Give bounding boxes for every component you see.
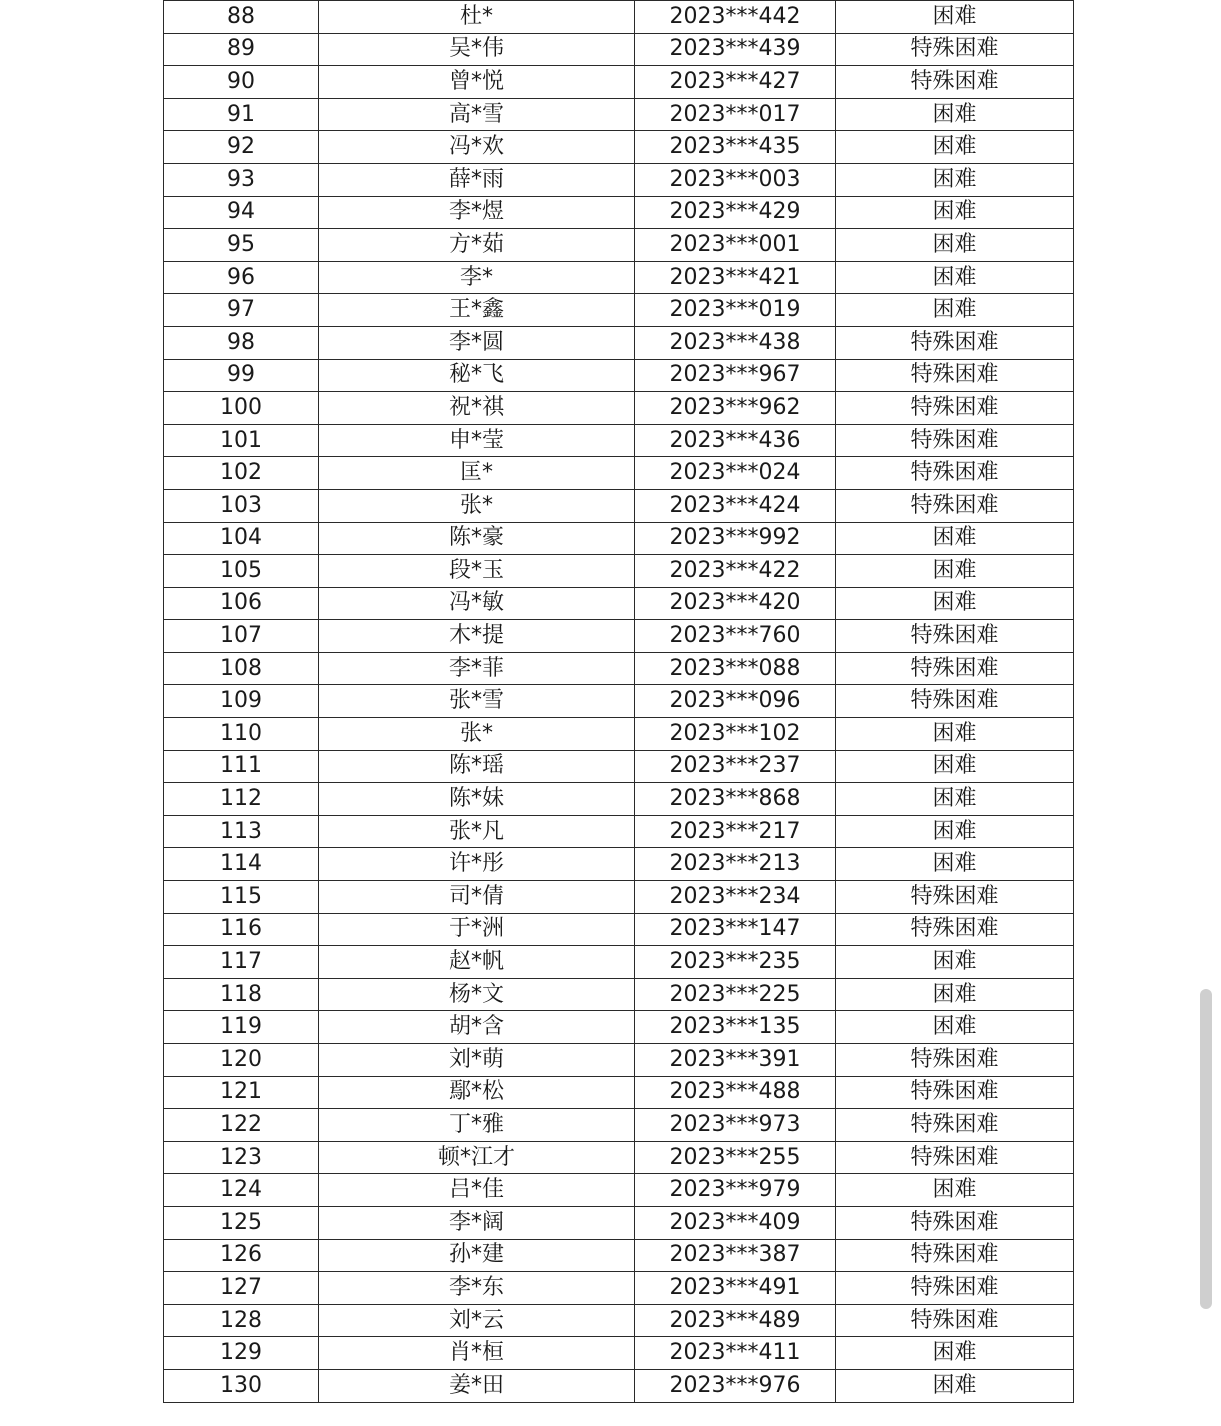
student-name-cell: 王*鑫 [319, 294, 635, 327]
table-row [164, 326, 1074, 359]
student-name-cell: 司*倩 [319, 881, 635, 914]
student-name-cell: 祝*祺 [319, 392, 635, 425]
student-id-cell: 2023***489 [635, 1304, 836, 1337]
row-number-cell: 108 [164, 652, 319, 685]
table-row [164, 1109, 1074, 1142]
row-number-cell: 104 [164, 522, 319, 555]
student-name-cell: 许*彤 [319, 848, 635, 881]
table-row [164, 848, 1074, 881]
difficulty-level-cell: 特殊困难 [836, 392, 1074, 425]
row-number-cell: 110 [164, 718, 319, 751]
student-name-cell: 李*菲 [319, 652, 635, 685]
student-id-cell: 2023***017 [635, 98, 836, 131]
table-row [164, 359, 1074, 392]
student-name-cell: 吴*伟 [319, 33, 635, 66]
student-name-cell: 冯*欢 [319, 131, 635, 164]
difficulty-level-cell: 困难 [836, 750, 1074, 783]
table-row [164, 815, 1074, 848]
student-id-cell: 2023***024 [635, 457, 836, 490]
table-row [164, 1239, 1074, 1272]
difficulty-level-cell: 特殊困难 [836, 1239, 1074, 1272]
row-number-cell: 111 [164, 750, 319, 783]
student-id-cell: 2023***411 [635, 1337, 836, 1370]
table-row [164, 33, 1074, 66]
table-row [164, 294, 1074, 327]
row-number-cell: 107 [164, 620, 319, 653]
row-number-cell: 96 [164, 261, 319, 294]
student-name-cell: 杜* [319, 1, 635, 34]
row-number-cell: 109 [164, 685, 319, 718]
student-id-cell: 2023***429 [635, 196, 836, 229]
table-row [164, 392, 1074, 425]
student-id-cell: 2023***427 [635, 66, 836, 99]
student-id-cell: 2023***422 [635, 555, 836, 588]
student-id-cell: 2023***237 [635, 750, 836, 783]
row-number-cell: 100 [164, 392, 319, 425]
row-number-cell: 105 [164, 555, 319, 588]
row-number-cell: 102 [164, 457, 319, 490]
student-name-cell: 李*东 [319, 1272, 635, 1305]
row-number-cell: 113 [164, 815, 319, 848]
student-name-cell: 冯*敏 [319, 587, 635, 620]
student-id-cell: 2023***234 [635, 881, 836, 914]
row-number-cell: 123 [164, 1141, 319, 1174]
table-row [164, 620, 1074, 653]
difficulty-level-cell: 特殊困难 [836, 33, 1074, 66]
row-number-cell: 99 [164, 359, 319, 392]
table-row [164, 1304, 1074, 1337]
table-row [164, 978, 1074, 1011]
difficulty-level-cell: 困难 [836, 555, 1074, 588]
difficulty-level-cell: 特殊困难 [836, 489, 1074, 522]
row-number-cell: 103 [164, 489, 319, 522]
student-name-cell: 李*煜 [319, 196, 635, 229]
student-name-cell: 鄢*松 [319, 1076, 635, 1109]
table-row [164, 131, 1074, 164]
difficulty-level-cell: 特殊困难 [836, 881, 1074, 914]
table-row [164, 196, 1074, 229]
student-name-cell: 段*玉 [319, 555, 635, 588]
table-row [164, 555, 1074, 588]
student-id-cell: 2023***409 [635, 1206, 836, 1239]
difficulty-level-cell: 特殊困难 [836, 652, 1074, 685]
row-number-cell: 127 [164, 1272, 319, 1305]
student-name-cell: 方*茹 [319, 229, 635, 262]
table-row [164, 66, 1074, 99]
student-name-cell: 顿*江才 [319, 1141, 635, 1174]
row-number-cell: 90 [164, 66, 319, 99]
difficulty-level-cell: 困难 [836, 1011, 1074, 1044]
student-id-cell: 2023***491 [635, 1272, 836, 1305]
student-name-cell: 陈*豪 [319, 522, 635, 555]
difficulty-level-cell: 困难 [836, 783, 1074, 816]
difficulty-level-cell: 特殊困难 [836, 1076, 1074, 1109]
difficulty-level-cell: 困难 [836, 196, 1074, 229]
row-number-cell: 98 [164, 326, 319, 359]
table-row [164, 163, 1074, 196]
student-name-cell: 姜*田 [319, 1369, 635, 1402]
table-row [164, 1, 1074, 34]
row-number-cell: 118 [164, 978, 319, 1011]
student-name-cell: 赵*帆 [319, 946, 635, 979]
row-number-cell: 116 [164, 913, 319, 946]
table-row [164, 1141, 1074, 1174]
student-id-cell: 2023***217 [635, 815, 836, 848]
row-number-cell: 91 [164, 98, 319, 131]
student-id-cell: 2023***967 [635, 359, 836, 392]
student-id-cell: 2023***442 [635, 1, 836, 34]
table-body [164, 1, 1074, 1403]
student-name-cell: 张*雪 [319, 685, 635, 718]
difficulty-level-cell: 特殊困难 [836, 457, 1074, 490]
student-id-cell: 2023***420 [635, 587, 836, 620]
table-row [164, 98, 1074, 131]
student-id-cell: 2023***387 [635, 1239, 836, 1272]
table-row [164, 881, 1074, 914]
student-name-cell: 于*洲 [319, 913, 635, 946]
student-name-cell: 刘*云 [319, 1304, 635, 1337]
table-row [164, 1174, 1074, 1207]
student-id-cell: 2023***225 [635, 978, 836, 1011]
row-number-cell: 106 [164, 587, 319, 620]
row-number-cell: 120 [164, 1044, 319, 1077]
difficulty-level-cell: 特殊困难 [836, 685, 1074, 718]
table-row [164, 652, 1074, 685]
difficulty-level-cell: 困难 [836, 718, 1074, 751]
vertical-scrollbar-thumb[interactable] [1200, 989, 1212, 1309]
table-row [164, 783, 1074, 816]
student-name-cell: 肖*桓 [319, 1337, 635, 1370]
table-row [164, 1076, 1074, 1109]
table-row [164, 261, 1074, 294]
student-name-cell: 申*莹 [319, 424, 635, 457]
row-number-cell: 112 [164, 783, 319, 816]
student-id-cell: 2023***424 [635, 489, 836, 522]
student-id-cell: 2023***436 [635, 424, 836, 457]
student-id-cell: 2023***391 [635, 1044, 836, 1077]
difficulty-level-cell: 特殊困难 [836, 359, 1074, 392]
table-row [164, 424, 1074, 457]
table-row [164, 489, 1074, 522]
row-number-cell: 130 [164, 1369, 319, 1402]
difficulty-level-cell: 困难 [836, 587, 1074, 620]
difficulty-level-cell: 特殊困难 [836, 1141, 1074, 1174]
difficulty-level-cell: 困难 [836, 163, 1074, 196]
row-number-cell: 97 [164, 294, 319, 327]
row-number-cell: 89 [164, 33, 319, 66]
student-id-cell: 2023***979 [635, 1174, 836, 1207]
difficulty-level-cell: 困难 [836, 1174, 1074, 1207]
table-row [164, 718, 1074, 751]
table-row [164, 750, 1074, 783]
student-name-cell: 曾*悦 [319, 66, 635, 99]
student-id-cell: 2023***135 [635, 1011, 836, 1044]
difficulty-level-cell: 困难 [836, 978, 1074, 1011]
row-number-cell: 126 [164, 1239, 319, 1272]
student-name-cell: 孙*建 [319, 1239, 635, 1272]
student-name-cell: 胡*含 [319, 1011, 635, 1044]
row-number-cell: 114 [164, 848, 319, 881]
student-id-cell: 2023***019 [635, 294, 836, 327]
difficulty-level-cell: 特殊困难 [836, 620, 1074, 653]
difficulty-level-cell: 特殊困难 [836, 66, 1074, 99]
student-id-cell: 2023***235 [635, 946, 836, 979]
difficulty-level-cell: 困难 [836, 261, 1074, 294]
table-row [164, 587, 1074, 620]
row-number-cell: 101 [164, 424, 319, 457]
row-number-cell: 117 [164, 946, 319, 979]
difficulty-level-cell: 特殊困难 [836, 913, 1074, 946]
row-number-cell: 95 [164, 229, 319, 262]
student-name-cell: 李*阔 [319, 1206, 635, 1239]
difficulty-level-cell: 困难 [836, 294, 1074, 327]
row-number-cell: 92 [164, 131, 319, 164]
student-id-cell: 2023***213 [635, 848, 836, 881]
student-name-cell: 丁*雅 [319, 1109, 635, 1142]
table-row [164, 946, 1074, 979]
difficulty-level-cell: 困难 [836, 229, 1074, 262]
table-row [164, 1337, 1074, 1370]
student-id-cell: 2023***255 [635, 1141, 836, 1174]
student-id-cell: 2023***096 [635, 685, 836, 718]
student-name-cell: 刘*萌 [319, 1044, 635, 1077]
difficulty-level-cell: 困难 [836, 98, 1074, 131]
row-number-cell: 93 [164, 163, 319, 196]
difficulty-level-cell: 困难 [836, 848, 1074, 881]
difficulty-level-cell: 困难 [836, 1369, 1074, 1402]
row-number-cell: 128 [164, 1304, 319, 1337]
table-row [164, 1011, 1074, 1044]
difficulty-level-cell: 特殊困难 [836, 326, 1074, 359]
difficulty-level-cell: 困难 [836, 131, 1074, 164]
student-name-cell: 张*凡 [319, 815, 635, 848]
student-name-cell: 木*提 [319, 620, 635, 653]
difficulty-level-cell: 特殊困难 [836, 424, 1074, 457]
table-row [164, 913, 1074, 946]
difficulty-level-cell: 特殊困难 [836, 1304, 1074, 1337]
student-name-cell: 李*圆 [319, 326, 635, 359]
student-id-cell: 2023***868 [635, 783, 836, 816]
student-id-cell: 2023***760 [635, 620, 836, 653]
student-id-cell: 2023***421 [635, 261, 836, 294]
row-number-cell: 125 [164, 1206, 319, 1239]
difficulty-level-cell: 困难 [836, 815, 1074, 848]
student-name-cell: 张* [319, 489, 635, 522]
student-id-cell: 2023***102 [635, 718, 836, 751]
difficulty-level-cell: 困难 [836, 1337, 1074, 1370]
student-name-cell: 陈*瑶 [319, 750, 635, 783]
row-number-cell: 122 [164, 1109, 319, 1142]
student-id-cell: 2023***003 [635, 163, 836, 196]
student-id-cell: 2023***001 [635, 229, 836, 262]
table-row [164, 1369, 1074, 1402]
difficulty-level-cell: 特殊困难 [836, 1206, 1074, 1239]
student-aid-table [163, 0, 1074, 1403]
student-id-cell: 2023***088 [635, 652, 836, 685]
student-id-cell: 2023***439 [635, 33, 836, 66]
student-name-cell: 杨*文 [319, 978, 635, 1011]
table-row [164, 1272, 1074, 1305]
student-id-cell: 2023***976 [635, 1369, 836, 1402]
student-name-cell: 秘*飞 [319, 359, 635, 392]
student-name-cell: 高*雪 [319, 98, 635, 131]
row-number-cell: 94 [164, 196, 319, 229]
student-name-cell: 吕*佳 [319, 1174, 635, 1207]
student-id-cell: 2023***435 [635, 131, 836, 164]
row-number-cell: 119 [164, 1011, 319, 1044]
table-row [164, 229, 1074, 262]
student-id-cell: 2023***992 [635, 522, 836, 555]
student-name-cell: 张* [319, 718, 635, 751]
row-number-cell: 124 [164, 1174, 319, 1207]
table-row [164, 1206, 1074, 1239]
row-number-cell: 88 [164, 1, 319, 34]
student-id-cell: 2023***962 [635, 392, 836, 425]
difficulty-level-cell: 困难 [836, 1, 1074, 34]
table-row [164, 522, 1074, 555]
student-name-cell: 李* [319, 261, 635, 294]
difficulty-level-cell: 困难 [836, 522, 1074, 555]
student-id-cell: 2023***973 [635, 1109, 836, 1142]
student-name-cell: 匡* [319, 457, 635, 490]
student-id-cell: 2023***438 [635, 326, 836, 359]
table-row [164, 457, 1074, 490]
student-id-cell: 2023***488 [635, 1076, 836, 1109]
difficulty-level-cell: 特殊困难 [836, 1109, 1074, 1142]
row-number-cell: 115 [164, 881, 319, 914]
table-row [164, 1044, 1074, 1077]
row-number-cell: 129 [164, 1337, 319, 1370]
difficulty-level-cell: 困难 [836, 946, 1074, 979]
table-row [164, 685, 1074, 718]
student-name-cell: 薛*雨 [319, 163, 635, 196]
student-name-cell: 陈*妹 [319, 783, 635, 816]
row-number-cell: 121 [164, 1076, 319, 1109]
difficulty-level-cell: 特殊困难 [836, 1044, 1074, 1077]
difficulty-level-cell: 特殊困难 [836, 1272, 1074, 1305]
student-id-cell: 2023***147 [635, 913, 836, 946]
